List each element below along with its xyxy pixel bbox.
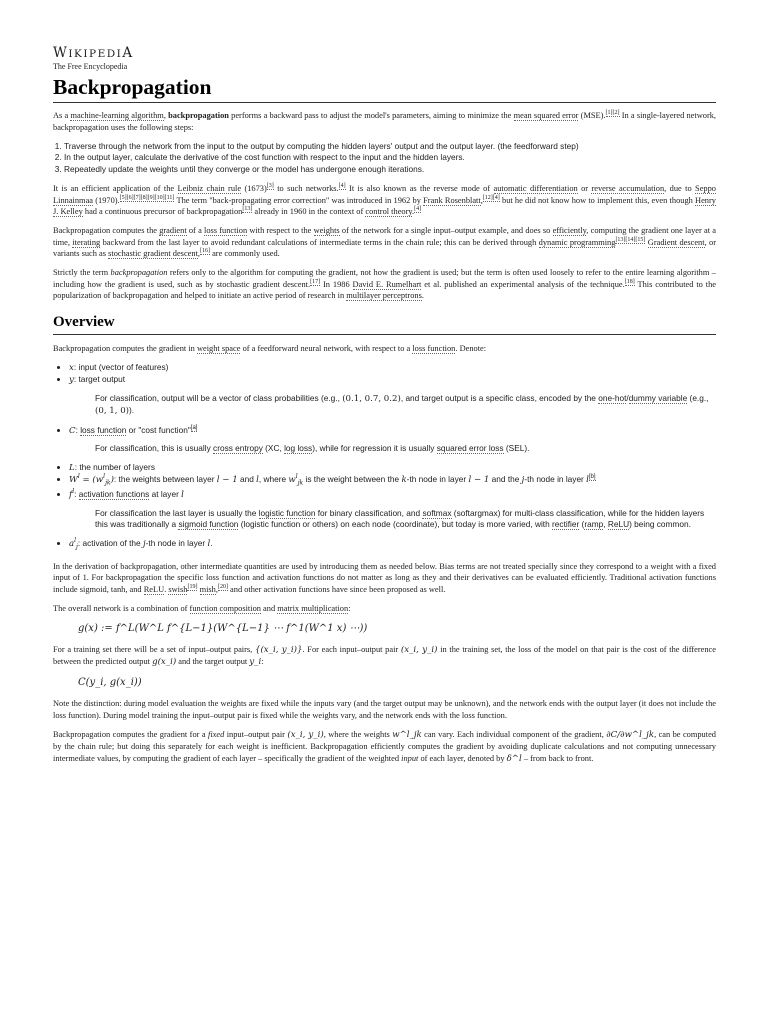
overview-paragraph-3: The overall network is a combination of function composition and matrix multiplication: (53, 603, 351, 613)
citation[interactable]: [12][4] (482, 194, 500, 201)
intro-paragraph-1: As a machine-learning algorithm, backpropagation performs a backward pass to adjust the model's parameters, aiming to minimize the mean squared error (MSE).[1][2] In a single-layered network, backpropagation uses the following steps: (53, 110, 717, 132)
link-weight-space[interactable]: weight space (196, 343, 241, 353)
citation[interactable]: [17] (310, 278, 321, 285)
link-seppo-linnainmaa[interactable]: Seppo Linnainmaa (53, 184, 716, 205)
notation-list (53, 362, 716, 387)
link-one-hot[interactable]: one-hot (598, 392, 627, 403)
citation[interactable]: [19] (187, 583, 198, 590)
link-henry-kelley[interactable]: Henry J. Kelley (53, 195, 716, 216)
link-matrix-multiplication[interactable]: matrix multiplication (277, 603, 349, 613)
list-item: • x: input (vector of features) (69, 362, 716, 375)
equation-network-composition: g(x) := f^L(W^L f^{L−1}(W^{L−1} ⋯ f^1(W^1 x) ⋯)) (78, 622, 368, 634)
indented-note-classification-loss: For classification, this is usually cross entropy (XC, log loss), while for regression it is usually squared error loss (SEL). (95, 443, 530, 453)
overview-paragraph-6: Backpropagation computes the gradient for a fixed input–output pair (x_i, y_i), where the weights w^l_jk can vary. Each individual component of the gradient, ∂C/∂w^l_jk, can be computed by the chain rule; but doing this separately for each weight is inefficient. Backpropagation efficiently computes the gradient by avoiding duplicate calculations and not computing unnecessary intermediate values, by computing the gradient of each layer – specifically the gradient of the weighted input of each layer, denoted by δ^l – from back to front. (53, 729, 716, 764)
intro-paragraph-2: It is an efficient application of the Leibniz chain rule (1673)[3] to such networks.[4] It is also known as the reverse mode of automatic differentiation or reverse accumulation, due to Seppo Linnainmaa (1970).[5][6][7][8][9][10][11] The term "back-propagating error correction" was introduced in 1962 by Frank Rosenblatt,[12][4] but he did not know how to implement this, even though Henry J. Kelley had a continuous precursor of backpropagation[13] already in 1960 in the context of control theory.[4] (53, 183, 716, 216)
link-stochastic-gradient-descent[interactable]: stochastic gradient descent (108, 249, 198, 258)
overview-paragraph-5: Note the distinction: during model evaluation the weights are fixed while the inputs vary (and the target output may be unknown), and the network ends with the output layer (it does not include the loss function). During model training the input–output pair is fixed while the weights vary, and the network ends with the loss function. (53, 699, 716, 720)
link-leibniz-chain-rule[interactable]: Leibniz chain rule (177, 184, 242, 193)
link-cross-entropy[interactable]: cross entropy (213, 443, 263, 453)
link-sigmoid-function[interactable]: sigmoid function (178, 519, 239, 530)
link-control-theory[interactable]: control theory (365, 207, 413, 216)
citation[interactable]: [18] (624, 278, 635, 285)
list-item: 1. Traverse through the network from the input to the output by computing the hidden layers' output and the output layer. (the feedforward step) (64, 141, 716, 153)
notation-list (53, 538, 716, 553)
link-gradient-descent[interactable]: Gradient descent (647, 237, 705, 247)
intro-paragraph-3: Backpropagation computes the gradient of a loss function with respect to the weights of the network for a single input–output example, and does so efficiently, computing the gradient one layer at a time, iterating backward from the last layer to avoid redundant calculations of intermediate terms in the chain rule; this can be derived through dynamic programming[13][14][15] Gradient descent, or variants such as stochastic gradient descent,[16] are commonly used. (53, 226, 717, 258)
overview-paragraph-4: For a training set there will be a set of input–output pairs, {(x_i, y_i)}. For each input–output pair (x_i, y_i) in the training set, the loss of the model on that pair is the cost of the difference between the predicted output g(x_i) and the target output y_i: (53, 644, 716, 668)
intro-paragraph-4: Strictly the term backpropagation refers only to the algorithm for computing the gradient, not how the gradient is used; but the term is often used loosely to refer to the entire learning algorithm – including how the gradient is used, such as by stochastic gradient descent.[17] In 1986 David E. Rumelhart et al. published an experimental analysis of the technique.[18] This contributed to the popularization of backpropagation and helped to initiate an active period of research in multilayer perceptrons. (53, 268, 716, 300)
link-david-rumelhart[interactable]: David E. Rumelhart (352, 279, 422, 289)
citation[interactable]: [1][2] (605, 110, 620, 116)
citation[interactable]: [4] (414, 206, 422, 212)
page-title: Backpropagation (53, 75, 212, 99)
overview-paragraph-2: In the derivation of backpropagation, other intermediate quantities are used by introducing them as needed below. Bias terms are not treated specially since they correspond to a weight with a fixed input of 1. For backpropagation the specific loss function and activation functions do not matter as long as they and their derivatives can be evaluated efficiently. Traditional activation functions include sigmoid, tanh, and ReLU. swish[19] mish,[20] and other activation functions have since been proposed as well. (53, 561, 716, 594)
link-loss-function[interactable]: loss function (80, 424, 127, 435)
link-mish[interactable]: mish (199, 584, 216, 594)
link-iterating[interactable]: iterating (72, 237, 101, 247)
list-item: • $f^l$: activation functions at layer l (69, 489, 716, 502)
section-divider (53, 334, 716, 335)
list-item: 3. Repeatedly update the weights until they converge or the model has undergone enough iterations. (64, 164, 716, 176)
link-gradient[interactable]: gradient (159, 226, 187, 235)
section-heading-overview: Overview (53, 313, 115, 330)
link-function-composition[interactable]: function composition (189, 603, 261, 613)
logo-wordmark: WIKIPEDIA (53, 45, 134, 61)
title-divider (53, 102, 716, 103)
citation[interactable]: [13] (242, 206, 253, 212)
overview-paragraph-1: Backpropagation computes the gradient in weight space of a feedforward neural network, with respect to a loss function. Denote: (53, 343, 487, 353)
list-item: • $W^l = (w^l_{jk})$: the weights between layer l − 1 and l, where $w^l_{jk}$ is the weight between the k-th node in layer l − 1 and the j-th node in layer l[b] (69, 474, 716, 489)
list-item: • y: target output (69, 374, 716, 387)
link-multilayer-perceptrons[interactable]: multilayer perceptrons (346, 291, 422, 300)
link-squared-error-loss[interactable]: squared error loss (436, 443, 504, 453)
citation[interactable]: [3] (266, 183, 274, 189)
link-softmax[interactable]: softmax (422, 507, 452, 518)
notation-list (53, 425, 716, 438)
link-reverse-accumulation[interactable]: reverse accumulation (591, 184, 665, 193)
link-mean-squared-error[interactable]: mean squared error (513, 111, 579, 120)
footnote[interactable]: [a] (190, 424, 198, 431)
logo-tagline: The Free Encyclopedia (53, 62, 128, 71)
notation-list (53, 462, 716, 502)
citation[interactable]: [13][14][15] (615, 236, 646, 243)
link-logistic-function[interactable]: logistic function (258, 507, 316, 518)
link-rectifier[interactable]: rectifier (552, 519, 580, 530)
list-item: • $a^l_j$: activation of the j-th node in layer l. (69, 538, 716, 553)
indented-note-activation: For classification the last layer is usually the logistic function for binary classification, and softmax (softargmax) for multi-class classification, while for the hidden layers this was traditionally a sigmoid function (logistic function or others) on each node (coordinate), but today is more varied, with rectifier (ramp, ReLU) being common. (95, 507, 705, 530)
link-automatic-differentiation[interactable]: automatic differentiation (493, 184, 578, 193)
link-frank-rosenblatt[interactable]: Frank Rosenblatt (423, 195, 481, 205)
link-swish[interactable]: swish (168, 584, 188, 594)
article (53, 46, 716, 773)
list-item: 2. In the output layer, calculate the derivative of the cost function with respect to the input and the hidden layers. (64, 152, 716, 164)
link-loss-function[interactable]: loss function (204, 226, 248, 235)
list-item: • C: loss function or "cost function"[a] (69, 425, 716, 438)
list-item: • L: the number of layers (69, 462, 716, 475)
math-weights: $W^l = (w^l_{jk})$ (69, 473, 114, 487)
wikipedia-logo[interactable] (53, 46, 716, 72)
link-machine-learning[interactable]: machine-learning algorithm (70, 111, 164, 120)
citation[interactable]: [4] (338, 183, 346, 189)
footnote[interactable]: [b] (588, 474, 596, 480)
equation-loss: C(y_i, g(x_i)) (78, 677, 142, 689)
indented-note-classification-output: For classification, output will be a vector of class probabilities (e.g., (0.1, 0.7, 0.2), and target output is a specific class, encoded by the one-hot/dummy variable (e.g., (0, 1, 0)). (95, 392, 709, 416)
link-relu[interactable]: ReLU (143, 584, 165, 594)
link-dummy-variable[interactable]: dummy variable (628, 392, 688, 403)
link-ramp[interactable]: ramp (584, 519, 604, 530)
citation[interactable]: [20] (217, 583, 228, 590)
link-relu[interactable]: ReLU (607, 519, 630, 530)
link-log-loss[interactable]: log loss (284, 443, 313, 453)
steps-list (53, 141, 716, 176)
link-activation-functions[interactable]: activation functions (78, 489, 150, 500)
link-loss-function[interactable]: loss function (412, 343, 456, 353)
link-weights[interactable]: weights (313, 226, 340, 235)
link-dynamic-programming[interactable]: dynamic programming (538, 237, 616, 247)
link-efficiently[interactable]: efficiently (552, 226, 587, 235)
citation[interactable]: [5][6][7][8][9][10][11] (119, 194, 175, 201)
citation[interactable]: [16] (199, 248, 210, 254)
